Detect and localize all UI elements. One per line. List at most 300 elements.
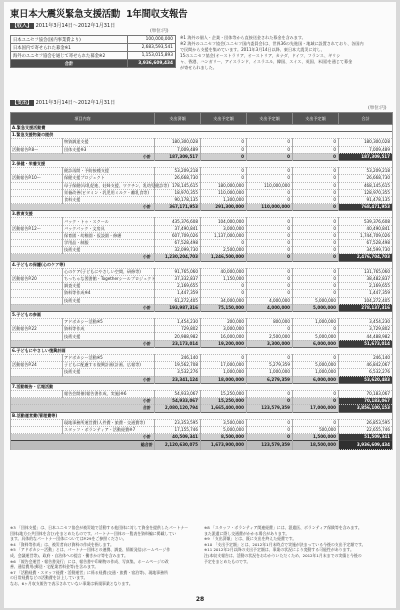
subtotal-label: 小計	[11, 398, 155, 405]
amount-cell: 131,765,060	[339, 268, 393, 275]
amount-cell: 0	[247, 275, 293, 282]
amount-cell: 1,000,000	[293, 319, 339, 326]
report-ref: 活動報告P.12〜	[11, 225, 63, 232]
subtotal-amount: 53,620,483	[339, 376, 393, 383]
table-row	[11, 182, 393, 189]
category-row	[11, 311, 393, 318]
amount-cell: 67,528,498	[339, 240, 393, 247]
subtotal-row	[11, 304, 393, 311]
item-label: ちっちゃな図書館・Togetherシールプロジェクト	[64, 276, 156, 282]
amount-cell: 38,482,837	[339, 275, 393, 282]
table-row	[11, 218, 393, 225]
amount-cell: 0	[293, 247, 339, 254]
income-table	[10, 35, 176, 68]
amount-cell: 2,169,655	[155, 283, 201, 290]
amount-cell: 2,169,655	[339, 283, 393, 290]
amount-cell: 46,842,067	[339, 362, 393, 369]
subtotal-row	[11, 376, 393, 383]
amount-cell: 0	[201, 240, 247, 247]
amount-cell: 0	[293, 268, 339, 275]
report-ref: 活動報告P.20	[11, 275, 63, 282]
item-label: 技術支援	[63, 247, 155, 254]
subtotal-amount: 0	[201, 153, 247, 160]
report-ref	[11, 355, 63, 362]
amount-cell: 20,988,982	[155, 333, 201, 340]
subtotal-amount: 3,300,000	[247, 340, 293, 347]
category-row	[11, 347, 393, 354]
subtotal-row	[11, 204, 393, 211]
item-label: 団体支援※3	[63, 146, 155, 153]
subtotal-row	[11, 398, 393, 405]
amount-cell: 17,000,000	[201, 362, 247, 369]
table-row	[11, 290, 393, 297]
report-ref	[11, 168, 63, 175]
col-header: 支出予定額	[247, 113, 293, 125]
amount-cell: 26,668,730	[155, 175, 201, 182]
item-label: 栄養改善(ビタミン・乳児用ミルク・離乳食等)	[63, 189, 155, 196]
amount-cell: 34,599,730	[339, 247, 393, 254]
amount-cell: 0	[247, 268, 293, 275]
category-label: B.活動運営費(管理費等)	[11, 412, 393, 419]
report-ref	[11, 333, 63, 340]
table-row	[11, 283, 393, 290]
subtotal-amount: 23,341,124	[155, 376, 201, 383]
subtotal-amount: 70,183,067	[339, 398, 393, 405]
report-ref	[11, 268, 63, 275]
amount-cell: 5,000,000	[293, 362, 339, 369]
amount-cell: 0	[201, 355, 247, 362]
subtotal-label: 小計	[11, 304, 155, 311]
subtotal-label: 小計	[11, 376, 155, 383]
amount-cell: 26,853,595	[339, 419, 393, 426]
amount-cell: 7,009,489	[339, 146, 393, 153]
report-ref	[11, 369, 63, 376]
page-title	[10, 6, 187, 20]
subtotal-row	[11, 340, 393, 347]
amount-cell: 1,000,000	[247, 369, 293, 376]
subtotal-amount: 54,933,067	[155, 398, 201, 405]
amount-cell: 0	[293, 168, 339, 175]
subtotal-amount: 123,579,359	[247, 405, 293, 412]
amount-cell: 180,300,028	[155, 139, 201, 146]
income-tag: 【収入】	[12, 23, 33, 29]
subtotal-row	[11, 153, 393, 160]
amount-cell: 17,155,746	[155, 426, 201, 433]
amount-cell: 0	[293, 290, 339, 297]
amount-cell: 4,000,000	[247, 297, 293, 304]
report-ref	[11, 290, 63, 297]
report-ref	[11, 283, 63, 290]
table-row	[11, 319, 393, 326]
title-sub: 1年間収支報告	[126, 9, 188, 20]
amount-cell: 0	[247, 218, 293, 225]
amount-cell: 7,009,489	[155, 146, 201, 153]
amount-cell: 0	[247, 247, 293, 254]
amount-cell: 104,000,000	[201, 218, 247, 225]
report-ref	[11, 196, 63, 203]
amount-cell: 3,000,000	[201, 225, 247, 232]
table-row	[11, 390, 393, 397]
amount-cell: 1,744,709,026	[339, 232, 393, 239]
amount-cell: 0	[293, 232, 339, 239]
amount-cell: 3,000,000	[201, 326, 247, 333]
subtotal-amount: 0	[293, 153, 339, 160]
item-label: 技術支援	[63, 333, 155, 340]
amount-cell: 0	[247, 290, 293, 297]
income-notes: ※1 海外の個人・企業・団体等から直接送金された募金を含みます。 ※2 海外のユニセフ協会(ユニセフ国内委員会)は、世界36の先進国・地域に設置されており、各国内 で民間から支援を集めています。2011年3月14日以降、東日本大震災に対し、 15のユニセフ協会(オーストラリア、オーストリア、カナダ、ドイツ、フランス、ギリシ ャ、香港、ハンガリー、アイスランド、イスラエル、韓国、スイス、英国、米国)を通じて募金 が寄せられました。	[180, 35, 364, 70]
amount-cell: 37,332,837	[155, 275, 201, 282]
subtotal-amount: 5,000,000	[293, 304, 339, 311]
amount-cell: 40,000,000	[201, 268, 247, 275]
amount-cell: 70,183,067	[339, 390, 393, 397]
subtotal-amount: 8,500,000	[201, 434, 247, 441]
amount-cell: 2,500,000	[247, 333, 293, 340]
subtotal-label: 小計	[11, 434, 155, 441]
amount-cell: 61,272,405	[155, 297, 201, 304]
amount-cell: 90,178,135	[155, 196, 201, 203]
subtotal-amount: 17,000,000	[293, 405, 339, 412]
table-row	[11, 232, 393, 239]
subtotal-amount: 19,200,000	[201, 340, 247, 347]
category-row	[11, 132, 393, 139]
category-row	[11, 412, 393, 419]
amount-cell: 0	[247, 146, 293, 153]
amount-cell: 0	[247, 426, 293, 433]
table-row	[11, 240, 393, 247]
amount-cell: 54,933,067	[155, 390, 201, 397]
table-row	[11, 369, 393, 376]
report-ref	[11, 426, 63, 433]
amount-cell: 180,000,000	[201, 182, 247, 189]
subtotal-label: 小計	[11, 153, 155, 160]
amount-cell: 16,000,000	[201, 333, 247, 340]
amount-cell: 110,000,000	[247, 182, 293, 189]
table-row	[11, 247, 393, 254]
amount-cell: 0	[201, 146, 247, 153]
amount-cell: 0	[201, 139, 247, 146]
item-label: 技術支援	[63, 369, 155, 376]
amount-cell: 0	[293, 355, 339, 362]
table-row	[11, 333, 393, 340]
amount-cell: 23,353,595	[155, 419, 201, 426]
amount-cell: 0	[293, 218, 339, 225]
amount-cell: 0	[293, 419, 339, 426]
amount-cell: 5,000,000	[293, 333, 339, 340]
report-ref	[11, 240, 63, 247]
amount-cell: 246,140	[155, 355, 201, 362]
amount-cell: 178,145,615	[155, 182, 201, 189]
grand-total-row	[11, 441, 393, 450]
amount-cell: 246,140	[339, 355, 393, 362]
table-row	[11, 419, 393, 426]
subtotal-row	[11, 405, 393, 412]
report-ref: 活動報告P.22	[11, 326, 63, 333]
amount-cell: 6,532,276	[339, 369, 393, 376]
col-header: 支出予定額	[201, 113, 247, 125]
report-ref	[11, 419, 63, 426]
amount-cell: 0	[293, 175, 339, 182]
subtotal-row	[11, 434, 393, 441]
amount-cell: 0	[247, 175, 293, 182]
amount-cell: 539,376,608	[339, 218, 393, 225]
amount-cell: 67,528,498	[155, 240, 201, 247]
subtotal-amount: 278,137,316	[339, 304, 393, 311]
subtotal-amount: 1,665,400,000	[201, 405, 247, 412]
amount-cell: 3,532,276	[155, 369, 201, 376]
item-label: 保育園・幼稚園・仮設園・修繕	[63, 232, 155, 239]
subtotal-amount: 40,509,341	[155, 434, 201, 441]
amount-cell: 53,209,218	[339, 168, 393, 175]
subtotal-amount: 0	[293, 398, 339, 405]
subtotal-amount: 0	[247, 153, 293, 160]
item-label: バックパック・文房具	[63, 225, 155, 232]
subtotal-amount: 0	[247, 254, 293, 261]
income-row: 海外のユニセフ協会を通じて寄せられた募金※2 1,153,015,893	[11, 52, 176, 60]
expense-header	[10, 99, 115, 107]
amount-cell: 104,272,405	[339, 297, 393, 304]
amount-cell: 0	[247, 225, 293, 232]
subtotal-amount: 110,000,000	[247, 204, 293, 211]
item-label: 調査支援	[63, 283, 155, 290]
page-number: 28	[195, 596, 205, 603]
category-label: 5.子どもの参画	[11, 311, 393, 318]
subtotal-amount: 51,509,341	[339, 434, 393, 441]
table-row	[11, 297, 393, 304]
amount-cell: 0	[247, 355, 293, 362]
amount-cell: 0	[247, 139, 293, 146]
subtotal-amount: 367,171,953	[155, 204, 201, 211]
table-row	[11, 326, 393, 333]
amount-cell: 53,209,218	[155, 168, 201, 175]
subtotal-amount: 2,080,120,794	[155, 405, 201, 412]
amount-cell: 0	[293, 146, 339, 153]
category-row	[11, 125, 393, 132]
report-page	[4, 2, 396, 608]
table-row	[11, 196, 393, 203]
subtotal-label: 合計	[11, 405, 155, 412]
item-label: 報告会開催(報告書作成、実施)※6	[63, 390, 155, 397]
amount-cell: 19,562,708	[155, 362, 201, 369]
subtotal-amount: 768,471,953	[339, 204, 393, 211]
amount-cell: 200,000	[201, 319, 247, 326]
col-header: 支出予定額	[293, 113, 339, 125]
subtotal-amount: 3,856,100,153	[339, 405, 393, 412]
amount-cell: 729,802	[155, 326, 201, 333]
expense-unit: (単位:円)	[368, 106, 387, 111]
item-label: 保健支援プロジェクト	[63, 175, 155, 182]
amount-cell: 0	[293, 182, 339, 189]
footnotes-left: ※3 「団体支援」は、日本ユニセフ協会が被災地で活動する他団体に対して資金を提供したパートナー 団体(地方公共団体を含む)をまとめたものです。パートナー団体の一覧表を資料編に掲載してい ます。具体的なパートナー団体についてはP.29をご参照ください。 ※4 「資料等作成」は、被災者向け資料の作成を指します。 ※5 「アドボカシー活動」とは、パートナー団体との連携、調査、情報発信(ホームページ作 成、会議運営等)、政府・自治体への提言・働きかけ等を含みます。 ※6 「報告会運営・報告書発行」には、報告書や印刷物の作成、写真集、ホームページの改 善、通信費用(郵送・宅配業者料金等)を含みます。 ※7 「活動経費・スタッフ経費・活動運営」に係る経費(交通・旅費・宿泊等)、現地事務所 の日常経費などの活動費を計上しています。 なお、6ヶ月収支報告で表示されていない事業は新規事業となります。	[10, 525, 189, 586]
footnotes-right: ※8 「スタッフ・ボランティア関連経費」には、派遣医、ボランティア保険等を含みます。 また派遣に際し交通費がかかる場合があります。 ※9 「支出済額」とは、既に支出を終えた経費です。 ※10 「支出予定額」とは、2012年1月末時点で実施が決まっている今後の支出予定額です。 ※11 2012年2月以降の支出予定額は、事業の状況により変動する可能性があります。 注)本収支報告は、活動の状況をおわかりいただくため、2012年1月末までの実績と今後の 予定をまとめたものです。	[204, 525, 366, 564]
amount-cell: 3,454,230	[339, 319, 393, 326]
grand-total-amount: 1,673,900,000	[201, 441, 247, 450]
expense-tag: 【支出】	[12, 100, 33, 106]
subtotal-amount: 1,500,000	[293, 434, 339, 441]
item-label: 現地事務所運営費(人件費・旅費・交通費等)	[63, 419, 155, 426]
subtotal-amount: 6,000,000	[293, 340, 339, 347]
subtotal-amount: 291,300,000	[201, 204, 247, 211]
amount-cell: 32,099,730	[155, 247, 201, 254]
subtotal-amount: 51,673,014	[339, 340, 393, 347]
expense-table	[10, 112, 393, 450]
amount-cell: 128,970,355	[339, 189, 393, 196]
amount-cell: 468,145,615	[339, 182, 393, 189]
item-label: 健診再開・予防接種支援	[63, 168, 155, 175]
expense-period: 2011年3月14日〜2012年1月31日	[35, 100, 116, 106]
amount-cell: 0	[293, 283, 339, 290]
amount-cell: 1,300,000	[201, 196, 247, 203]
grand-total-amount: 3,936,609,434	[339, 441, 393, 450]
grand-total-amount: 2,120,630,075	[155, 441, 201, 450]
subtotal-amount: 6,000,000	[293, 376, 339, 383]
category-label: 6.子どもにやさしい復興計画	[11, 347, 393, 354]
report-ref	[11, 189, 63, 196]
category-label: 7.活動報告・広報活動	[11, 383, 393, 390]
income-total-row: 合計 3,936,609,434	[11, 60, 176, 68]
amount-cell: 5,279,359	[247, 362, 293, 369]
income-header	[10, 22, 115, 30]
item-label: アドボカシー活動※5	[63, 319, 155, 326]
title-main: 東日本大震災緊急支援活動	[10, 9, 121, 20]
table-row	[11, 225, 393, 232]
category-label: A.緊急支援活動費	[11, 125, 393, 132]
amount-cell: 5,000,000	[201, 426, 247, 433]
report-ref	[11, 390, 63, 397]
report-ref: 活動報告P.10〜	[11, 175, 63, 182]
amount-cell: 91,765,060	[155, 268, 201, 275]
amount-cell: 0	[247, 283, 293, 290]
table-row	[11, 426, 393, 433]
amount-cell: 0	[247, 240, 293, 247]
item-label: 母子保健(母乳促進、妊婦支援、ワクチン、乳幼児健診等)	[64, 182, 170, 188]
table-row	[11, 146, 393, 153]
table-row	[11, 275, 393, 282]
subtotal-row	[11, 254, 393, 261]
grand-total-amount: 123,579,359	[247, 441, 293, 450]
amount-cell: 0	[247, 232, 293, 239]
amount-cell: 0	[293, 196, 339, 203]
amount-cell: 1,447,359	[155, 290, 201, 297]
subtotal-amount: 0	[247, 398, 293, 405]
amount-cell: 0	[201, 168, 247, 175]
subtotal-amount: 0	[247, 434, 293, 441]
item-label: バック・トゥ・スクール	[63, 218, 155, 225]
amount-cell: 1,000,000	[201, 369, 247, 376]
table-row	[11, 168, 393, 175]
item-label: 資料等作成	[63, 326, 155, 333]
amount-cell: 22,655,746	[339, 426, 393, 433]
amount-cell: 0	[247, 390, 293, 397]
income-row: 日本ユニセフ協会(国内事業費より) 100,000,000	[11, 36, 176, 44]
subtotal-amount: 18,000,000	[201, 376, 247, 383]
col-header: 合計	[339, 113, 393, 125]
amount-cell: 3,729,802	[339, 326, 393, 333]
amount-cell: 34,000,000	[201, 297, 247, 304]
amount-cell: 0	[201, 290, 247, 297]
subtotal-amount: 1,230,204,703	[155, 254, 201, 261]
subtotal-amount: 187,309,517	[339, 153, 393, 160]
amount-cell: 607,709,026	[155, 232, 201, 239]
report-ref	[11, 297, 63, 304]
amount-cell: 110,000,000	[201, 189, 247, 196]
col-header: 支出済額	[155, 113, 201, 125]
amount-cell: 0	[247, 419, 293, 426]
amount-cell: 0	[293, 225, 339, 232]
report-ref	[11, 182, 63, 189]
category-row	[11, 383, 393, 390]
amount-cell: 5,000,000	[293, 297, 339, 304]
subtotal-amount: 0	[293, 204, 339, 211]
amount-cell: 40,490,841	[339, 225, 393, 232]
income-unit: (単位:円)	[150, 29, 169, 34]
subtotal-label: 小計	[11, 340, 155, 347]
amount-cell: 2,500,000	[201, 247, 247, 254]
amount-cell: 500,000	[293, 426, 339, 433]
report-ref	[11, 218, 63, 225]
subtotal-amount: 23,173,014	[155, 340, 201, 347]
subtotal-amount: 2,476,704,703	[339, 254, 393, 261]
amount-cell: 37,490,841	[155, 225, 201, 232]
amount-cell: 0	[293, 390, 339, 397]
amount-cell: 435,376,608	[155, 218, 201, 225]
subtotal-amount: 187,309,517	[155, 153, 201, 160]
amount-cell: 180,300,028	[339, 139, 393, 146]
item-label: 資料等作成※4	[63, 290, 155, 297]
subtotal-amount: 6,279,359	[247, 376, 293, 383]
report-ref	[11, 232, 63, 239]
item-label: 技術支援	[63, 297, 155, 304]
table-row	[11, 268, 393, 275]
grand-total-label: 総合計	[11, 441, 155, 450]
category-label: 4.子どもの保護(心のケア等)	[11, 261, 393, 268]
amount-cell: 0	[247, 168, 293, 175]
amount-cell: 3,500,000	[201, 419, 247, 426]
subtotal-amount: 0	[293, 254, 339, 261]
amount-cell: 91,478,135	[339, 196, 393, 203]
subtotal-label: 小計	[11, 254, 155, 261]
item-label: 学用品・制服	[63, 240, 155, 247]
grand-total-amount: 18,500,000	[293, 441, 339, 450]
item-label: 子どもに配慮する復興計画(計画、広報等)	[63, 362, 155, 369]
item-label: 物資調達支援	[63, 139, 155, 146]
report-ref	[11, 139, 63, 146]
table-row	[11, 355, 393, 362]
subtotal-amount: 1,246,500,000	[201, 254, 247, 261]
subtotal-amount: 15,250,000	[201, 398, 247, 405]
amount-cell: 0	[293, 326, 339, 333]
report-ref	[11, 319, 63, 326]
amount-cell: 15,250,000	[201, 390, 247, 397]
amount-cell: 1,137,000,000	[201, 232, 247, 239]
amount-cell: 800,000	[247, 319, 293, 326]
amount-cell: 18,970,355	[155, 189, 201, 196]
income-row: 日本国内で寄せられた募金※1 2,683,593,541	[11, 44, 176, 52]
amount-cell: 0	[201, 175, 247, 182]
item-label: 心のケア(子どもにやさしい空間、研修等)	[63, 268, 155, 275]
amount-cell: 0	[293, 189, 339, 196]
subtotal-amount: 75,150,000	[201, 304, 247, 311]
amount-cell: 0	[247, 196, 293, 203]
category-row	[11, 261, 393, 268]
category-label: 2.保健・栄養支援	[11, 160, 393, 167]
report-ref	[11, 247, 63, 254]
amount-cell: 0	[247, 326, 293, 333]
amount-cell: 44,488,982	[339, 333, 393, 340]
report-ref: 活動報告P.24	[11, 362, 63, 369]
amount-cell: 0	[247, 189, 293, 196]
amount-cell: 0	[293, 240, 339, 247]
table-row	[11, 139, 393, 146]
